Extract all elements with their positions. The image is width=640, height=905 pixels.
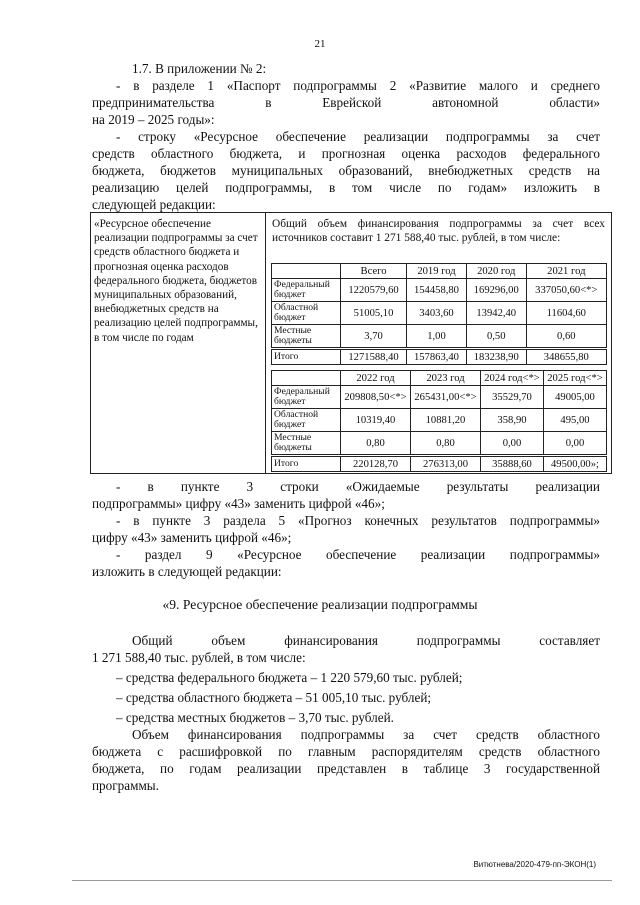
paragraph-distribution-line1: Объем финансирования подпрограммы за счет средств областного	[132, 727, 600, 742]
finance-value-cell: 49005,00	[543, 386, 606, 409]
finance-header-empty	[272, 371, 341, 386]
finance-value-cell: 0,00	[543, 432, 606, 456]
paragraph-row-line4: реализацию целей подпрограммы, в том числе по годам» изложить в	[92, 180, 600, 195]
finance-header-cell: Всего	[341, 264, 407, 279]
finance-value-cell: 3,70	[341, 325, 407, 349]
paragraph-total-line2: 1 271 588,40 тыс. рублей, в том числе:	[92, 650, 306, 665]
section-9-title: «9. Ресурсное обеспечение реализации подпрограммы	[162, 597, 478, 612]
paragraph-section1-line1: - в разделе 1 «Паспорт подпрограммы 2 «Развитие малого и среднего	[116, 78, 600, 93]
finance-row	[272, 302, 607, 325]
resource-total-text: Общий объем финансирования подпрограммы за счет всех источников составит 1 271 588,40 тыс. рублей, в том числе:	[272, 218, 605, 244]
bullet-local: – средства местных бюджетов – 3,70 тыс. рублей.	[116, 710, 394, 725]
paragraph-row-line1: - строку «Ресурсное обеспечение реализации подпрограммы за счет	[116, 129, 600, 144]
finance-value-cell: 10319,40	[341, 409, 411, 432]
finance-value-cell: 11604,60	[526, 302, 606, 325]
finance-value-cell: 358,90	[481, 409, 544, 432]
bullet-regional: – средства областного бюджета – 51 005,10 тыс. рублей;	[116, 690, 432, 705]
finance-value-cell: 348655,80	[526, 349, 606, 365]
finance-value-cell: 0,80	[411, 432, 481, 456]
paragraph-row-line3: бюджета, бюджетов муниципальных образований, внебюджетных средств на	[92, 163, 600, 178]
intro-block	[92, 60, 600, 213]
paragraph-section9-line1: - раздел 9 «Ресурсное обеспечение реализации подпрограммы»	[116, 547, 600, 562]
finance-value-cell: 35529,70	[481, 386, 544, 409]
finance-header-row	[272, 371, 607, 386]
paragraph-total-line1: Общий объем финансирования подпрограммы составляет	[132, 633, 600, 648]
finance-value-cell: 220128,70	[341, 456, 411, 472]
finance-row	[272, 409, 607, 432]
finance-header-cell: 2022 год	[341, 371, 411, 386]
finance-value-cell: 495,00	[543, 409, 606, 432]
paragraph-row-line5: следующей редакции:	[92, 197, 216, 212]
finance-value-cell: 183238,90	[466, 349, 526, 365]
paragraph-section5-line2: цифру «43» заменить цифрой «46»;	[92, 530, 292, 545]
paragraph-section9-line2: изложить в следующей редакции:	[92, 564, 282, 579]
finance-header-empty	[272, 264, 341, 279]
finance-value-cell: 10881,20	[411, 409, 481, 432]
finance-value-cell: 209808,50<*>	[341, 386, 411, 409]
finance-header-cell: 2020 год	[466, 264, 526, 279]
paragraph-point3-line1: - в пункте 3 строки «Ожидаемые результаты реализации	[116, 479, 600, 494]
finance-value-cell: 1271588,40	[341, 349, 407, 365]
finance-value-cell: 51005,10	[341, 302, 407, 325]
finance-row	[272, 279, 607, 302]
paragraph-section1-line2: предпринимательства в Еврейской автономной области»	[92, 95, 600, 110]
paragraph-distribution-line3: бюджета, по годам реализации представлен в таблице 3 государственной	[92, 761, 600, 776]
paragraph-point3-line2: подпрограммы» цифру «43» заменить цифрой «46»;	[92, 496, 385, 511]
paragraph-1-7: 1.7. В приложении № 2:	[132, 61, 267, 76]
bottom-divider	[72, 880, 612, 881]
finance-header-cell: 2025 год<*>	[543, 371, 606, 386]
changes-block	[92, 478, 600, 580]
finance-row-label: Областной бюджет	[272, 409, 341, 432]
finance-value-cell: 35888,60	[481, 456, 544, 472]
finance-header-cell: 2024 год<*>	[481, 371, 544, 386]
finance-row-label: Итого	[272, 456, 341, 472]
finance-value-cell: 0,60	[526, 325, 606, 349]
finance-row-label: Местные бюджеты	[272, 432, 341, 456]
paragraph-distribution-line4: программы.	[92, 778, 159, 793]
finance-value-cell: 13942,40	[466, 302, 526, 325]
finance-value-cell: 49500,00»;	[543, 456, 606, 472]
paragraph-row-line2: средств областного бюджета, и прогнозная оценка расходов федерального	[92, 146, 600, 161]
finance-row-label: Итого	[272, 349, 341, 365]
finance-row-label: Федеральный бюджет	[272, 386, 341, 409]
resource-table-right-cell	[266, 213, 611, 473]
resource-table-left-cell: «Ресурсное обеспечение реализации подпрограммы за счет средств областного бюджета и прогнозная оценка расходов федерального бюджета, бюджетов муниципальных образований, внебюджетных средств на реализацию целей подпрограммы, в том числе по годам	[91, 213, 266, 473]
finance-row-label: Областной бюджет	[272, 302, 341, 325]
finance-row	[272, 325, 607, 349]
finance-header-cell: 2023 год	[411, 371, 481, 386]
finance-header-row	[272, 264, 607, 279]
finance-value-cell: 276313,00	[411, 456, 481, 472]
paragraph-section5-line1: - в пункте 3 раздела 5 «Прогноз конечных результатов подпрограммы»	[116, 513, 600, 528]
finance-table-2019-2021	[271, 263, 607, 365]
document-footer-code: Витютнева/2020-479-пп-ЭКОН(1)	[473, 860, 596, 869]
paragraph-section1-line3: на 2019 – 2025 годы»:	[92, 112, 215, 127]
finance-value-cell: 0,50	[466, 325, 526, 349]
finance-row	[272, 386, 607, 409]
finance-header-cell: 2021 год	[526, 264, 606, 279]
paragraph-distribution-line2: бюджета с расшифровкой по главным распорядителям средств областного	[92, 744, 600, 759]
section-9-body	[92, 632, 600, 794]
finance-value-cell: 3403,60	[407, 302, 467, 325]
bullet-federal: – средства федерального бюджета – 1 220 579,60 тыс. рублей;	[116, 670, 463, 685]
finance-value-cell: 169296,00	[466, 279, 526, 302]
finance-row	[272, 432, 607, 456]
finance-row-label: Федеральный бюджет	[272, 279, 341, 302]
finance-value-cell: 154458,80	[407, 279, 467, 302]
page-number: 21	[314, 38, 326, 50]
finance-row	[272, 456, 607, 472]
resource-table	[90, 212, 612, 474]
finance-row	[272, 349, 607, 365]
finance-value-cell: 0,00	[481, 432, 544, 456]
finance-value-cell: 157863,40	[407, 349, 467, 365]
finance-value-cell: 265431,00<*>	[411, 386, 481, 409]
finance-value-cell: 1,00	[407, 325, 467, 349]
finance-header-cell: 2019 год	[407, 264, 467, 279]
finance-value-cell: 1220579,60	[341, 279, 407, 302]
finance-value-cell: 337050,60<*>	[526, 279, 606, 302]
finance-row-label: Местные бюджеты	[272, 325, 341, 349]
finance-table-2022-2025	[271, 370, 607, 472]
finance-value-cell: 0,80	[341, 432, 411, 456]
